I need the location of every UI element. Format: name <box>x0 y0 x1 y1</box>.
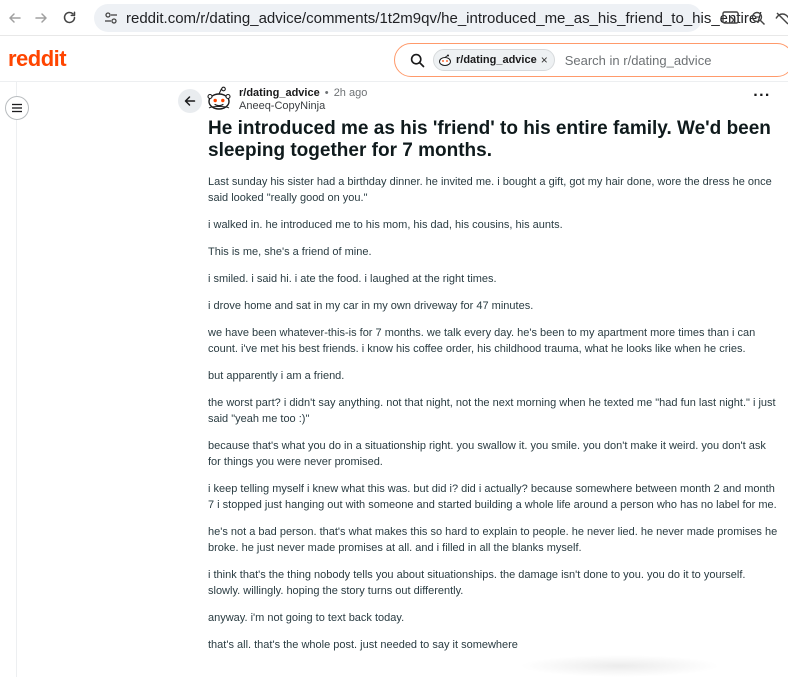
post-body <box>208 174 778 664</box>
post-paragraph: i drove home and sat in my car in my own driveway for 47 minutes. <box>208 300 534 312</box>
post-paragraph: that's all. that's the whole post. just needed to say it somewhere <box>208 639 518 651</box>
post-paragraph: he's not a bad person. that's what makes this so hard to explain to people. he never lied. he never made promises he broke. he just never made promises at all. and i filled in all the blanks myself. <box>208 526 778 554</box>
post-title: He introduced me as his 'friend' to his entire family. We'd been sleeping together for 7 months. <box>208 118 771 161</box>
snoo-avatar-icon <box>438 53 452 67</box>
forward-arrow-icon[interactable] <box>30 7 52 29</box>
subreddit-link[interactable]: r/dating_advice <box>239 87 320 99</box>
url-text: reddit.com/r/dating_advice/comments/1t2m9qv/he_introduced_me_as_his_friend_to_his_entire/ <box>126 9 762 27</box>
hamburger-icon <box>11 103 23 113</box>
post-paragraph: but apparently i am a friend. <box>208 370 345 382</box>
post-meta <box>239 88 367 112</box>
chip-label: r/dating_advice <box>456 54 537 66</box>
search-input[interactable] <box>563 52 763 69</box>
back-button[interactable] <box>178 89 202 113</box>
address-bar[interactable] <box>94 4 762 32</box>
reddit-logo[interactable]: reddit <box>8 46 67 71</box>
back-arrow-icon[interactable] <box>4 7 26 29</box>
post-paragraph: i smiled. i said hi. i ate the food. i laughed at the right times. <box>208 273 497 285</box>
post-paragraph: the worst part? i didn't say anything. not that night, not the next morning when he texted me "had fun last night." i just said "yeah me too :)" <box>208 397 776 425</box>
zoom-icon[interactable] <box>748 8 768 28</box>
subreddit-avatar[interactable] <box>206 86 232 112</box>
reload-icon[interactable] <box>58 7 80 29</box>
search-bar[interactable] <box>394 43 788 77</box>
menu-button[interactable] <box>5 96 29 120</box>
site-info-icon[interactable] <box>104 9 118 27</box>
post-paragraph: This is me, she's a friend of mine. <box>208 246 372 258</box>
search-icon <box>409 52 425 68</box>
post-paragraph: i walked in. he introduced me to his mom, his dad, his cousins, his aunts. <box>208 219 563 231</box>
more-options-button[interactable]: ··· <box>753 87 771 104</box>
post-author-link[interactable]: Aneeq-CopyNinja <box>239 100 326 112</box>
post-paragraph: because that's what you do in a situationship right. you swallow it. you smile. you don't make it weird. you don't ask for things you were never promised. <box>208 440 766 468</box>
cast-icon[interactable] <box>720 8 740 28</box>
eye-off-icon[interactable] <box>772 8 788 28</box>
arrow-left-icon <box>184 95 196 107</box>
post-paragraph: i keep telling myself i knew what this was. but did i? did i actually? because somewhere between month 2 and month 7 i stopped just hanging out with someone and started building a whole life around a person who has no label for me. <box>208 483 777 511</box>
left-rail-divider <box>16 82 17 677</box>
post-paragraph: Last sunday his sister had a birthday dinner. he invited me. i bought a gift, got my hair done, wore the dress he once said looked "really good on you." <box>208 176 772 204</box>
post-paragraph: we have been whatever-this-is for 7 months. we talk every day. he's been to my apartment more times than i can count. i've met his best friends. i know his coffee order, his childhood trauma, what he looks like when he cries. <box>208 327 756 355</box>
post-time: 2h ago <box>333 87 368 99</box>
meta-separator: • <box>324 87 329 99</box>
post-paragraph: i think that's the thing nobody tells you about situationships. the damage isn't done to you. you do it to yourself. slowly. willingly. hoping the story turns out differently. <box>208 569 746 597</box>
site-header <box>0 36 788 82</box>
subreddit-filter-chip[interactable] <box>433 49 555 71</box>
browser-toolbar <box>0 0 788 36</box>
post-paragraph: anyway. i'm not going to text back today. <box>208 612 405 624</box>
chip-close-icon[interactable]: × <box>540 53 548 67</box>
